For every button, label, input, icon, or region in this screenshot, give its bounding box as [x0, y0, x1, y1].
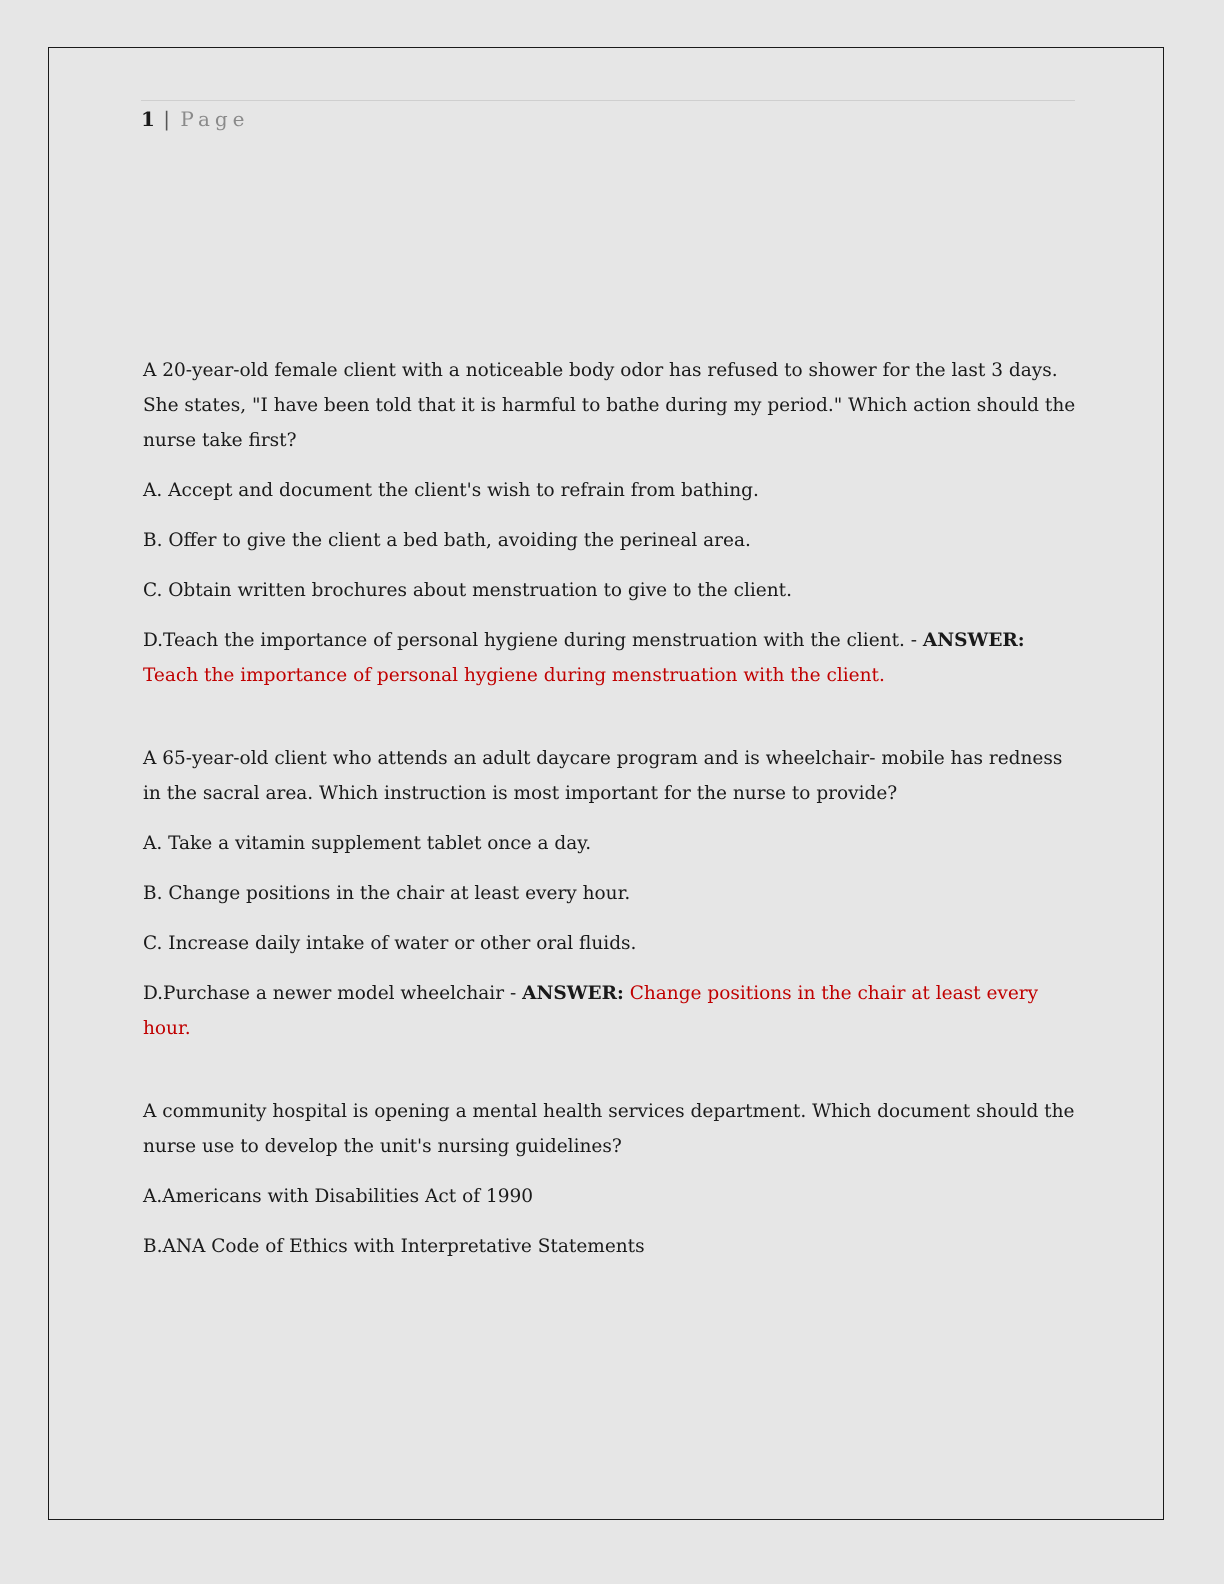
question-stem: A 65-year-old client who attends an adult daycare program and is wheelchair- mobile has redness in the sacral area. Which instruction is most important for the nurse to provide? — [143, 748, 1063, 804]
header-separator: | — [163, 107, 171, 131]
page-label: Page — [180, 107, 250, 131]
option-b: B.ANA Code of Ethics with Interpretative Statements — [143, 1236, 645, 1257]
option-c: C. Obtain written brochures about menstruation to give to the client. — [143, 580, 792, 601]
question-stem: A 20-year-old female client with a noticeable body odor has refused to shower for the last 3 days. She states, "I have been told that it is harmful to bathe during my period." Which action should the nurse take first? — [143, 360, 1076, 451]
answer-text: Teach the importance of personal hygiene during menstruation with the client. — [143, 665, 885, 686]
document-page — [48, 47, 1164, 1520]
answer-label: ANSWER: — [922, 630, 1025, 651]
option-c: C. Increase daily intake of water or other oral fluids. — [143, 933, 637, 954]
option-a: A.Americans with Disabilities Act of 1990 — [143, 1186, 534, 1207]
option-a: A. Take a vitamin supplement tablet once a day. — [143, 833, 592, 854]
page-header — [141, 100, 1075, 131]
question-2 — [143, 741, 1083, 1046]
option-b: B. Change positions in the chair at least every hour. — [143, 883, 631, 904]
question-stem: A community hospital is opening a mental health services department. Which document should the nurse use to develop the unit's nursing guidelines? — [143, 1101, 1075, 1157]
document-body — [143, 353, 1083, 1312]
option-d: D.Teach the importance of personal hygiene during menstruation with the client. - — [143, 630, 923, 651]
answer-label: ANSWER: — [522, 983, 624, 1004]
option-a: A. Accept and document the client's wish to refrain from bathing. — [143, 480, 759, 501]
question-1 — [143, 353, 1083, 693]
option-b: B. Offer to give the client a bed bath, avoiding the perineal area. — [143, 530, 751, 551]
option-d: D.Purchase a newer model wheelchair - — [143, 983, 523, 1004]
answer-text: Change positions in the chair at least every hour. — [143, 983, 1039, 1039]
page-number: 1 — [141, 107, 155, 131]
question-3 — [143, 1094, 1083, 1264]
option-d-with-answer — [143, 976, 1083, 1046]
option-d-with-answer — [143, 623, 1083, 693]
